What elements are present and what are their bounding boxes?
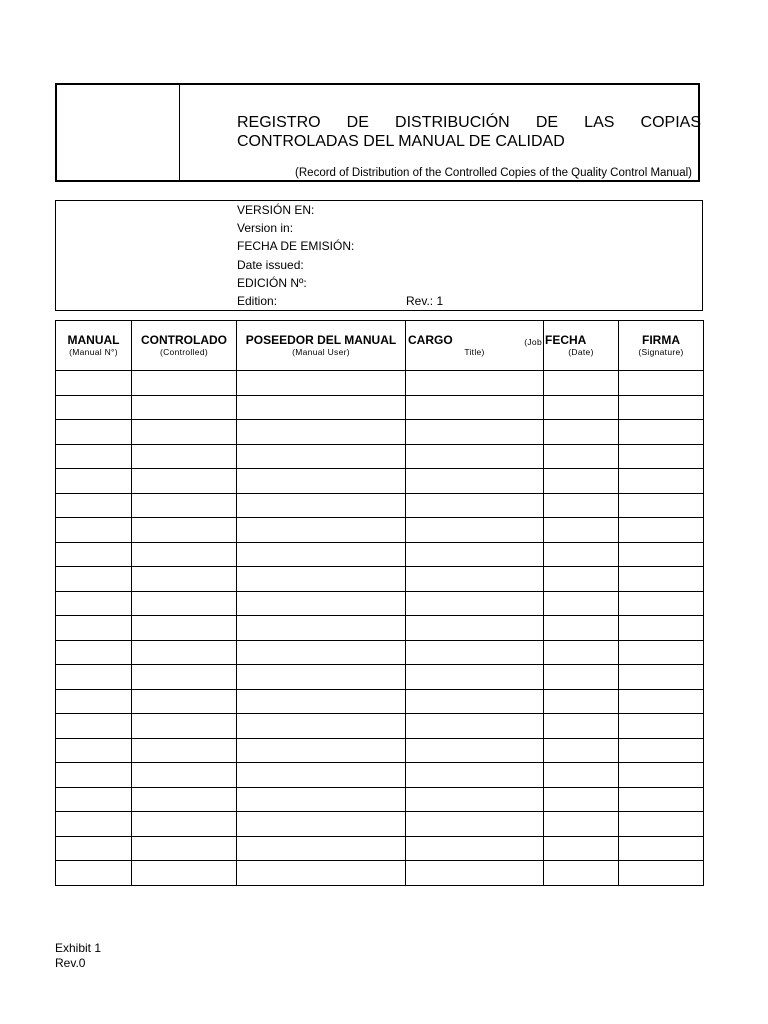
exhibit-label: Exhibit 1 (55, 941, 102, 955)
table-row (56, 518, 704, 543)
table-cell-poseedor[interactable] (237, 542, 406, 567)
date-es-label: FECHA DE EMISIÓN: (237, 239, 355, 253)
table-cell-cargo[interactable] (406, 518, 544, 543)
table-cell-cargo[interactable] (406, 371, 544, 396)
version-es-label: VERSIÓN EN: (237, 203, 315, 217)
table-cell-fecha[interactable] (544, 787, 619, 812)
table-header-row (56, 321, 704, 371)
table-cell-fecha[interactable] (544, 567, 619, 592)
table-cell-poseedor[interactable] (237, 444, 406, 469)
table-cell-fecha[interactable] (544, 812, 619, 837)
table-cell-poseedor[interactable] (237, 567, 406, 592)
table-row (56, 836, 704, 861)
table-cell-cargo[interactable] (406, 444, 544, 469)
logo-placeholder (57, 85, 180, 180)
table-cell-fecha[interactable] (544, 371, 619, 396)
table-row (56, 591, 704, 616)
table-cell-controlado[interactable] (132, 738, 237, 763)
table-row (56, 469, 704, 494)
table-cell-fecha[interactable] (544, 689, 619, 714)
table-cell-poseedor[interactable] (237, 518, 406, 543)
table-row (56, 787, 704, 812)
table-cell-manual[interactable] (56, 812, 132, 837)
version-en-label: Version in: (237, 221, 294, 235)
table-cell-fecha[interactable] (544, 591, 619, 616)
table-cell-cargo[interactable] (406, 665, 544, 690)
table-cell-firma[interactable] (619, 787, 704, 812)
table-cell-cargo[interactable] (406, 469, 544, 494)
table-cell-cargo[interactable] (406, 836, 544, 861)
table-cell-manual[interactable] (56, 493, 132, 518)
table-cell-cargo[interactable] (406, 591, 544, 616)
table-row (56, 444, 704, 469)
table-cell-manual[interactable] (56, 616, 132, 641)
table-cell-fecha[interactable] (544, 665, 619, 690)
table-row (56, 371, 704, 396)
table-cell-poseedor[interactable] (237, 640, 406, 665)
column-header-firma: FIRMA (Signature) (619, 321, 704, 371)
table-cell-controlado[interactable] (132, 714, 237, 739)
table-cell-controlado[interactable] (132, 787, 237, 812)
table-cell-firma[interactable] (619, 518, 704, 543)
table-cell-controlado[interactable] (132, 616, 237, 641)
page-title: REGISTRO DE DISTRIBUCIÓN DE LAS COPIAS CONTROLADAS DEL MANUAL DE CALIDAD (237, 114, 701, 150)
table-cell-fecha[interactable] (544, 518, 619, 543)
table-cell-firma[interactable] (619, 738, 704, 763)
table-row (56, 542, 704, 567)
table-cell-manual[interactable] (56, 714, 132, 739)
table-cell-controlado[interactable] (132, 836, 237, 861)
table-cell-firma[interactable] (619, 493, 704, 518)
table-row (56, 763, 704, 788)
edition-es-label: EDICIÓN Nº: (237, 276, 307, 290)
table-cell-poseedor[interactable] (237, 763, 406, 788)
table-cell-controlado[interactable] (132, 518, 237, 543)
table-cell-fecha[interactable] (544, 395, 619, 420)
table-cell-poseedor[interactable] (237, 469, 406, 494)
table-row (56, 395, 704, 420)
table-cell-manual[interactable] (56, 738, 132, 763)
table-cell-firma[interactable] (619, 444, 704, 469)
table-cell-manual[interactable] (56, 665, 132, 690)
table-cell-controlado[interactable] (132, 567, 237, 592)
table-cell-cargo[interactable] (406, 787, 544, 812)
table-cell-controlado[interactable] (132, 371, 237, 396)
table-row (56, 738, 704, 763)
table-cell-firma[interactable] (619, 812, 704, 837)
column-header-fecha: FECHA (Date) (544, 321, 619, 371)
table-cell-manual[interactable] (56, 763, 132, 788)
table-cell-controlado[interactable] (132, 689, 237, 714)
table-cell-manual[interactable] (56, 420, 132, 445)
table-cell-fecha[interactable] (544, 420, 619, 445)
table-cell-poseedor[interactable] (237, 493, 406, 518)
table-cell-poseedor[interactable] (237, 395, 406, 420)
table-cell-manual[interactable] (56, 395, 132, 420)
table-cell-cargo[interactable] (406, 738, 544, 763)
table-row (56, 640, 704, 665)
table-cell-manual[interactable] (56, 640, 132, 665)
table-row (56, 689, 704, 714)
table-cell-manual[interactable] (56, 591, 132, 616)
table-cell-manual[interactable] (56, 689, 132, 714)
table-cell-poseedor[interactable] (237, 616, 406, 641)
table-cell-firma[interactable] (619, 469, 704, 494)
column-header-poseedor: POSEEDOR DEL MANUAL (Manual User) (237, 321, 406, 371)
table-cell-controlado[interactable] (132, 542, 237, 567)
revision-label: Rev.: 1 (406, 294, 444, 308)
table-cell-controlado[interactable] (132, 469, 237, 494)
column-header-controlado: CONTROLADO (Controlled) (132, 321, 237, 371)
table-cell-fecha[interactable] (544, 444, 619, 469)
table-cell-manual[interactable] (56, 518, 132, 543)
table-cell-controlado[interactable] (132, 591, 237, 616)
table-cell-firma[interactable] (619, 689, 704, 714)
table-cell-fecha[interactable] (544, 763, 619, 788)
table-cell-poseedor[interactable] (237, 371, 406, 396)
table-row (56, 861, 704, 886)
table-cell-cargo[interactable] (406, 420, 544, 445)
table-cell-controlado[interactable] (132, 420, 237, 445)
document-info-box (55, 200, 703, 311)
table-cell-cargo[interactable] (406, 714, 544, 739)
table-cell-controlado[interactable] (132, 493, 237, 518)
table-cell-cargo[interactable] (406, 640, 544, 665)
table-cell-firma[interactable] (619, 420, 704, 445)
table-cell-firma[interactable] (619, 714, 704, 739)
table-cell-controlado[interactable] (132, 861, 237, 886)
table-cell-controlado[interactable] (132, 444, 237, 469)
document-footer (55, 941, 101, 971)
table-cell-cargo[interactable] (406, 493, 544, 518)
table-cell-poseedor[interactable] (237, 861, 406, 886)
table-row (56, 812, 704, 837)
table-cell-controlado[interactable] (132, 640, 237, 665)
table-cell-fecha[interactable] (544, 861, 619, 886)
table-cell-manual[interactable] (56, 444, 132, 469)
edition-en-label: Edition: (237, 294, 278, 308)
distribution-table (55, 320, 704, 886)
table-cell-firma[interactable] (619, 640, 704, 665)
table-cell-firma[interactable] (619, 665, 704, 690)
table-cell-fecha[interactable] (544, 836, 619, 861)
table-cell-firma[interactable] (619, 542, 704, 567)
table-cell-cargo[interactable] (406, 689, 544, 714)
table-cell-fecha[interactable] (544, 469, 619, 494)
table-cell-firma[interactable] (619, 616, 704, 641)
table-cell-cargo[interactable] (406, 616, 544, 641)
document-header (55, 83, 700, 182)
table-cell-cargo[interactable] (406, 861, 544, 886)
table-cell-poseedor[interactable] (237, 738, 406, 763)
table-cell-firma[interactable] (619, 861, 704, 886)
table-cell-poseedor[interactable] (237, 665, 406, 690)
column-header-cargo: CARGO (Job Title) (406, 321, 544, 371)
table-cell-controlado[interactable] (132, 812, 237, 837)
table-cell-cargo[interactable] (406, 567, 544, 592)
table-cell-fecha[interactable] (544, 616, 619, 641)
table-cell-controlado[interactable] (132, 395, 237, 420)
table-row (56, 665, 704, 690)
table-cell-firma[interactable] (619, 836, 704, 861)
revision-footer-label: Rev.0 (55, 956, 86, 970)
table-row (56, 714, 704, 739)
table-cell-poseedor[interactable] (237, 591, 406, 616)
table-cell-controlado[interactable] (132, 665, 237, 690)
table-cell-fecha[interactable] (544, 738, 619, 763)
table-cell-firma[interactable] (619, 567, 704, 592)
table-row (56, 420, 704, 445)
table-cell-cargo[interactable] (406, 763, 544, 788)
table-cell-cargo[interactable] (406, 542, 544, 567)
table-cell-poseedor[interactable] (237, 689, 406, 714)
table-cell-firma[interactable] (619, 371, 704, 396)
table-row (56, 493, 704, 518)
table-cell-manual[interactable] (56, 787, 132, 812)
table-cell-firma[interactable] (619, 395, 704, 420)
table-cell-manual[interactable] (56, 836, 132, 861)
table-cell-manual[interactable] (56, 469, 132, 494)
table-cell-fecha[interactable] (544, 640, 619, 665)
table-cell-fecha[interactable] (544, 714, 619, 739)
date-en-label: Date issued: (237, 258, 304, 272)
table-cell-manual[interactable] (56, 567, 132, 592)
table-cell-cargo[interactable] (406, 812, 544, 837)
table-cell-controlado[interactable] (132, 763, 237, 788)
table-cell-manual[interactable] (56, 371, 132, 396)
table-cell-poseedor[interactable] (237, 714, 406, 739)
table-cell-poseedor[interactable] (237, 787, 406, 812)
table-cell-fecha[interactable] (544, 542, 619, 567)
table-cell-poseedor[interactable] (237, 812, 406, 837)
table-cell-fecha[interactable] (544, 493, 619, 518)
column-header-manual: MANUAL (Manual N°) (56, 321, 132, 371)
table-cell-firma[interactable] (619, 591, 704, 616)
table-cell-poseedor[interactable] (237, 836, 406, 861)
table-cell-cargo[interactable] (406, 395, 544, 420)
table-cell-manual[interactable] (56, 861, 132, 886)
table-body (56, 371, 704, 886)
table-cell-poseedor[interactable] (237, 420, 406, 445)
table-cell-manual[interactable] (56, 542, 132, 567)
table-row (56, 567, 704, 592)
table-row (56, 616, 704, 641)
page-subtitle: (Record of Distribution of the Controlled Copies of the Quality Control Manual) (295, 167, 692, 179)
table-cell-firma[interactable] (619, 763, 704, 788)
